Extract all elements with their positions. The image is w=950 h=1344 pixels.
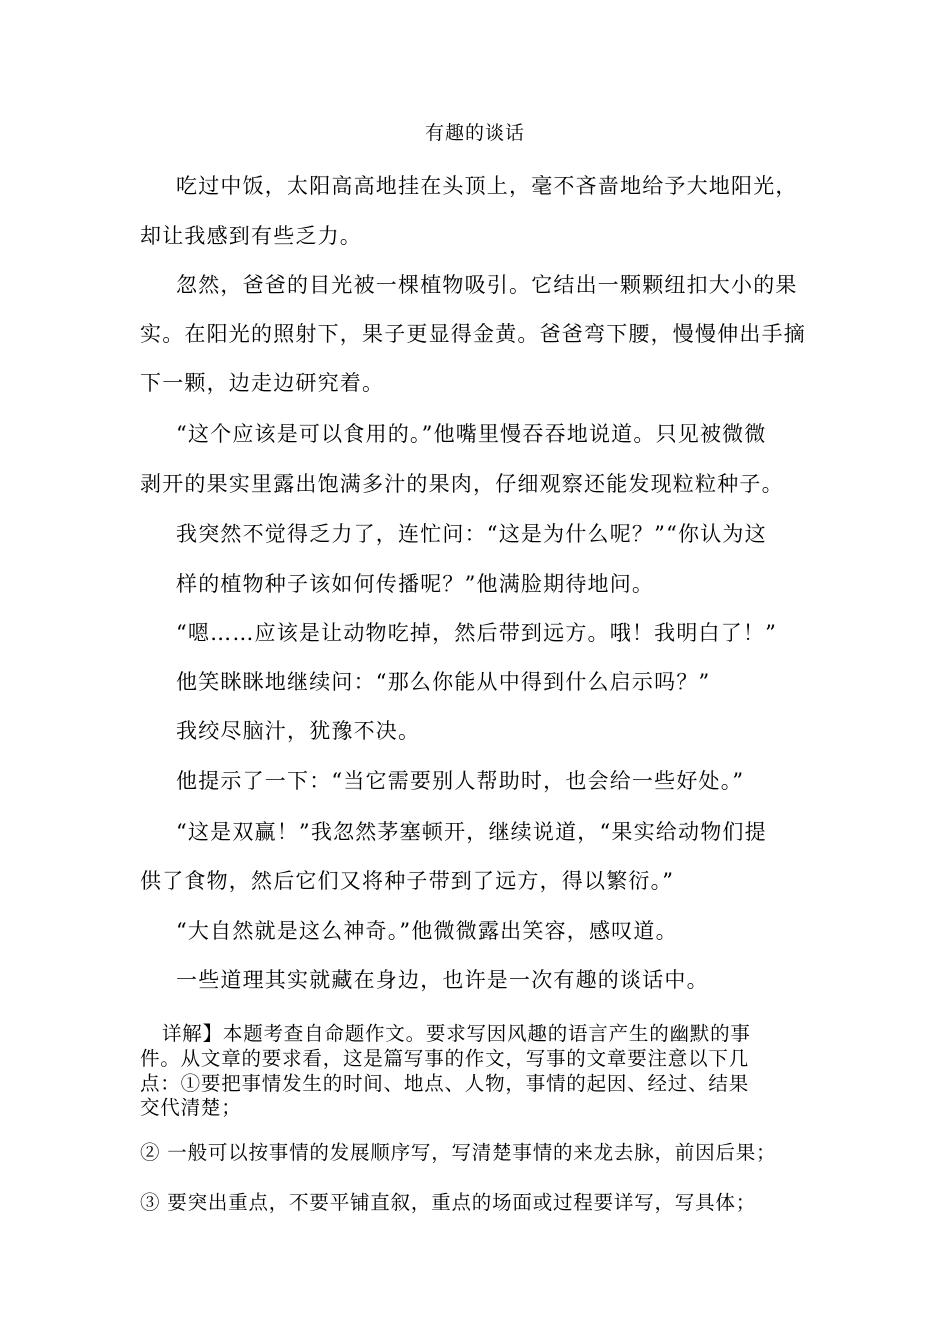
explanation-line: ③ 要突出重点，不要平铺直叙，重点的场面或过程要详写，写具体； <box>140 1191 756 1214</box>
essay-line: 剥开的果实里露出饱满多汁的果肉，仔细观察还能发现粒粒种子。 <box>140 472 784 496</box>
essay-line: 我绞尽脑汁，犹豫不决。 <box>176 719 421 743</box>
essay-line: 他提示了一下：“当它需要别人帮助时，也会给一些好处。” <box>176 769 745 793</box>
essay-line: “这是双赢！”我忽然茅塞顿开，继续说道，“果实给动物们提 <box>176 820 767 844</box>
explanation-line: 详解】本题考查自命题作文。要求写因风趣的语言产生的幽默的事 <box>162 1022 751 1045</box>
essay-line: 实。在阳光的照射下，果子更显得金黄。爸爸弯下腰，慢慢伸出手摘 <box>140 322 806 346</box>
explanation-line: ② 一般可以按事情的发展顺序写，写清楚事情的来龙去脉，前因后果； <box>140 1141 777 1164</box>
essay-line: 下一颗，边走边研究着。 <box>140 371 385 395</box>
essay-line: 忽然，爸爸的目光被一棵植物吸引。它结出一颗颗纽扣大小的果 <box>176 273 798 297</box>
essay-line: “这个应该是可以食用的。”他嘴里慢吞吞地说道。只见被微微 <box>176 422 767 446</box>
essay-line: 样的植物种子该如何传播呢？”他满脸期待地问。 <box>176 572 655 596</box>
explanation-line: 交代清楚； <box>140 1096 242 1119</box>
essay-line: 我突然不觉得乏力了，连忙问：“这是为什么呢？”“你认为这 <box>176 522 767 546</box>
essay-line: “嗯……应该是让动物吃掉，然后带到远方。哦！我明白了！” <box>176 621 778 645</box>
essay-line: 一些道理其实就藏在身边，也许是一次有趣的谈话中。 <box>176 968 709 992</box>
explanation-line: 件。从文章的要求看，这是篇写事的作文，写事的文章要注意以下几 <box>140 1047 750 1070</box>
essay-title: 有趣的谈话 <box>424 122 525 144</box>
essay-line: 他笑眯眯地继续问：“那么你能从中得到什么启示吗？” <box>176 670 711 694</box>
essay-line: “大自然就是这么神奇。”他微微露出笑容，感叹道。 <box>176 919 678 943</box>
explanation-line: 点：①要把事情发生的时间、地点、人物，事情的起因、经过、结果 <box>140 1072 750 1095</box>
essay-line: 却让我感到有些乏力。 <box>140 224 362 248</box>
essay-line: 供了食物，然后它们又将种子带到了远方，得以繁衍。” <box>140 869 675 893</box>
essay-line: 吃过中饭，太阳高高地挂在头顶上，毫不吝啬地给予大地阳光， <box>176 174 798 198</box>
